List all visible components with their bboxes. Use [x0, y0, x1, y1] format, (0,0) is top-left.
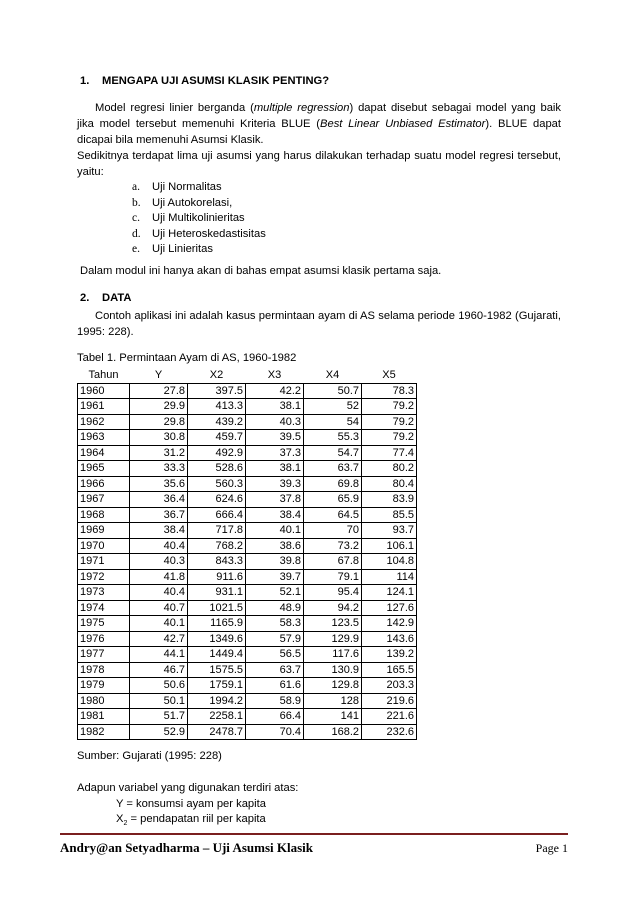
- table-cell: 38.1: [246, 399, 304, 415]
- table-cell: 1960: [78, 383, 130, 399]
- table-cell: 78.3: [362, 383, 417, 399]
- table-cell: 79.2: [362, 414, 417, 430]
- table-row: [78, 662, 417, 678]
- table-cell: 528.6: [188, 461, 246, 477]
- table-cell: 52: [304, 399, 362, 415]
- table-cell: 52.9: [130, 724, 188, 740]
- table-cell: 94.2: [304, 600, 362, 616]
- table-cell: 52.1: [246, 585, 304, 601]
- table-cell: 1967: [78, 492, 130, 508]
- p1-text-c: ). BLUE dapat dicapai bila memenuhi Asumsi Klasik.: [77, 118, 561, 146]
- table-cell: 624.6: [188, 492, 246, 508]
- table-cell: 219.6: [362, 693, 417, 709]
- table-cell: 50.1: [130, 693, 188, 709]
- table-cell: 73.2: [304, 538, 362, 554]
- table-cell: 40.4: [130, 538, 188, 554]
- table-cell: 39.8: [246, 554, 304, 570]
- section-2-title: DATA: [102, 292, 132, 304]
- section-2-number: 2.: [80, 292, 90, 304]
- table-cell: 40.4: [130, 585, 188, 601]
- section-1-number: 1.: [80, 75, 90, 87]
- table-cell: 48.9: [246, 600, 304, 616]
- table-row: [78, 616, 417, 632]
- table-cell: 83.9: [362, 492, 417, 508]
- table-cell: 54: [304, 414, 362, 430]
- var-x2-letter: X: [116, 813, 124, 825]
- header-x4: X4: [304, 368, 362, 383]
- table-cell: 1966: [78, 476, 130, 492]
- table-cell: 1962: [78, 414, 130, 430]
- table-cell: 142.9: [362, 616, 417, 632]
- section-1-paragraph-2: Sedikitnya terdapat lima uji asumsi yang harus dilakukan terhadap suatu model regresi tersebut, yaitu:: [77, 150, 561, 178]
- table-cell: 58.9: [246, 693, 304, 709]
- table-cell: 106.1: [362, 538, 417, 554]
- table-cell: 40.3: [246, 414, 304, 430]
- table-cell: 560.3: [188, 476, 246, 492]
- table-cell: 1975: [78, 616, 130, 632]
- table-cell: 39.3: [246, 476, 304, 492]
- table-cell: 38.1: [246, 461, 304, 477]
- table-cell: 843.3: [188, 554, 246, 570]
- table-cell: 1974: [78, 600, 130, 616]
- list-text: Uji Linieritas: [152, 243, 213, 255]
- table-cell: 114: [362, 569, 417, 585]
- variable-y: Y = konsumsi ayam per kapita: [116, 798, 266, 810]
- table-cell: 79.2: [362, 399, 417, 415]
- table-row: [78, 709, 417, 725]
- list-item: [132, 227, 266, 243]
- table-cell: 1964: [78, 445, 130, 461]
- table-cell: 1165.9: [188, 616, 246, 632]
- table-row: [78, 399, 417, 415]
- table-cell: 46.7: [130, 662, 188, 678]
- table-cell: 459.7: [188, 430, 246, 446]
- table-row: [78, 538, 417, 554]
- table-cell: 36.7: [130, 507, 188, 523]
- table-cell: 2258.1: [188, 709, 246, 725]
- section-1-paragraph-1: [77, 100, 561, 148]
- p1-text-b: ) dapat disebut sebagai model yang baik jika model tersebut memenuhi Kriteria BLUE (: [77, 102, 561, 130]
- table-cell: 51.7: [130, 709, 188, 725]
- table-cell: 931.1: [188, 585, 246, 601]
- table-cell: 2478.7: [188, 724, 246, 740]
- table-cell: 1981: [78, 709, 130, 725]
- table-cell: 1759.1: [188, 678, 246, 694]
- section-2-heading: [80, 292, 131, 304]
- table-cell: 123.5: [304, 616, 362, 632]
- table-row: [78, 724, 417, 740]
- table-cell: 37.3: [246, 445, 304, 461]
- table-cell: 104.8: [362, 554, 417, 570]
- table-cell: 55.3: [304, 430, 362, 446]
- table-cell: 439.2: [188, 414, 246, 430]
- table-cell: 130.9: [304, 662, 362, 678]
- list-letter: d.: [132, 227, 141, 240]
- table-cell: 124.1: [362, 585, 417, 601]
- table-cell: 1982: [78, 724, 130, 740]
- table-row: [78, 476, 417, 492]
- table-cell: 1978: [78, 662, 130, 678]
- header-x5: X5: [362, 368, 417, 383]
- section-1-title: MENGAPA UJI ASUMSI KLASIK PENTING?: [102, 75, 330, 87]
- table-cell: 33.3: [130, 461, 188, 477]
- table-caption: Tabel 1. Permintaan Ayam di AS, 1960-1982: [77, 352, 297, 364]
- table-cell: 141: [304, 709, 362, 725]
- table-cell: 29.8: [130, 414, 188, 430]
- table-cell: 129.9: [304, 631, 362, 647]
- footer-title: Andry@an Setyadharma – Uji Asumsi Klasik: [60, 840, 313, 855]
- list-text: Uji Normalitas: [152, 181, 222, 193]
- table-cell: 232.6: [362, 724, 417, 740]
- table-cell: 50.6: [130, 678, 188, 694]
- table-cell: 1977: [78, 647, 130, 663]
- table-cell: 54.7: [304, 445, 362, 461]
- table-cell: 717.8: [188, 523, 246, 539]
- table-cell: 37.8: [246, 492, 304, 508]
- table-cell: 79.2: [362, 430, 417, 446]
- table-cell: 1970: [78, 538, 130, 554]
- table-row: [78, 678, 417, 694]
- p1-emphasis-2: Best Linear Unbiased Estimator: [320, 118, 486, 130]
- table-cell: 27.8: [130, 383, 188, 399]
- table-cell: 129.8: [304, 678, 362, 694]
- page-number: Page 1: [535, 841, 568, 855]
- table-row: [78, 461, 417, 477]
- table-cell: 139.2: [362, 647, 417, 663]
- table-cell: 1973: [78, 585, 130, 601]
- table-row: [78, 430, 417, 446]
- assumption-list: [132, 180, 266, 258]
- table-header-row: [78, 368, 417, 383]
- table-cell: 203.3: [362, 678, 417, 694]
- table-cell: 42.7: [130, 631, 188, 647]
- table-cell: 1969: [78, 523, 130, 539]
- list-item: [132, 242, 266, 258]
- table-row: [78, 523, 417, 539]
- table-cell: 1968: [78, 507, 130, 523]
- table-cell: 42.2: [246, 383, 304, 399]
- table-cell: 85.5: [362, 507, 417, 523]
- table-cell: 1575.5: [188, 662, 246, 678]
- table-row: [78, 414, 417, 430]
- table-cell: 492.9: [188, 445, 246, 461]
- table-cell: 1994.2: [188, 693, 246, 709]
- table-cell: 127.6: [362, 600, 417, 616]
- table-cell: 80.4: [362, 476, 417, 492]
- table-cell: 36.4: [130, 492, 188, 508]
- table-cell: 1972: [78, 569, 130, 585]
- variable-x2: [116, 813, 266, 827]
- table-cell: 57.9: [246, 631, 304, 647]
- table-cell: 1961: [78, 399, 130, 415]
- table-cell: 38.4: [130, 523, 188, 539]
- demand-table: [77, 368, 417, 740]
- table-cell: 77.4: [362, 445, 417, 461]
- list-text: Uji Heteroskedastisitas: [152, 227, 266, 240]
- table-cell: 768.2: [188, 538, 246, 554]
- table-cell: 397.5: [188, 383, 246, 399]
- table-row: [78, 600, 417, 616]
- list-letter: c.: [132, 212, 140, 224]
- table-cell: 50.7: [304, 383, 362, 399]
- list-letter: a.: [132, 181, 140, 193]
- list-item: [132, 180, 266, 196]
- table-cell: 1021.5: [188, 600, 246, 616]
- table-cell: 117.6: [304, 647, 362, 663]
- table-source: Sumber: Gujarati (1995: 228): [77, 750, 222, 762]
- list-letter: e.: [132, 243, 140, 255]
- list-text: Uji Multikolinieritas: [152, 212, 245, 224]
- p1-text-a: Model regresi linier berganda (: [95, 102, 254, 114]
- table-row: [78, 445, 417, 461]
- table-cell: 1965: [78, 461, 130, 477]
- table-cell: 40.1: [130, 616, 188, 632]
- footer-rule: [60, 833, 568, 835]
- table-row: [78, 554, 417, 570]
- list-letter: b.: [132, 196, 141, 209]
- p1-emphasis-1: multiple regression: [253, 102, 350, 114]
- table-cell: 911.6: [188, 569, 246, 585]
- list-text: Uji Autokorelasi,: [152, 196, 233, 209]
- table-cell: 39.5: [246, 430, 304, 446]
- table-cell: 70: [304, 523, 362, 539]
- table-cell: 666.4: [188, 507, 246, 523]
- table-row: [78, 693, 417, 709]
- table-cell: 1963: [78, 430, 130, 446]
- table-cell: 1349.6: [188, 631, 246, 647]
- table-cell: 221.6: [362, 709, 417, 725]
- table-cell: 29.9: [130, 399, 188, 415]
- table-cell: 413.3: [188, 399, 246, 415]
- section-1-heading: [80, 75, 329, 87]
- header-tahun: Tahun: [78, 368, 130, 383]
- table-row: [78, 647, 417, 663]
- table-cell: 143.6: [362, 631, 417, 647]
- table-cell: 39.7: [246, 569, 304, 585]
- table-cell: 95.4: [304, 585, 362, 601]
- table-row: [78, 507, 417, 523]
- table-cell: 165.5: [362, 662, 417, 678]
- table-cell: 63.7: [246, 662, 304, 678]
- table-row: [78, 585, 417, 601]
- var-x2-subscript: 2: [123, 820, 128, 828]
- table-cell: 38.6: [246, 538, 304, 554]
- list-item: [132, 196, 266, 212]
- table-cell: 30.8: [130, 430, 188, 446]
- variables-intro: Adapun variabel yang digunakan terdiri atas:: [77, 782, 299, 794]
- table-cell: 44.1: [130, 647, 188, 663]
- table-cell: 31.2: [130, 445, 188, 461]
- list-item: [132, 211, 266, 227]
- table-cell: 56.5: [246, 647, 304, 663]
- table-row: [78, 631, 417, 647]
- section-1-paragraph-3: Dalam modul ini hanya akan di bahas empat asumsi klasik pertama saja.: [80, 265, 442, 277]
- table-row: [78, 383, 417, 399]
- section-2-paragraph: Contoh aplikasi ini adalah kasus permintaan ayam di AS selama periode 1960-1982 (Gujarati, 1995: 228).: [77, 310, 561, 338]
- table-cell: 40.3: [130, 554, 188, 570]
- table-cell: 64.5: [304, 507, 362, 523]
- table-cell: 40.7: [130, 600, 188, 616]
- table-cell: 61.6: [246, 678, 304, 694]
- table-cell: 1976: [78, 631, 130, 647]
- table-cell: 65.9: [304, 492, 362, 508]
- table-cell: 1980: [78, 693, 130, 709]
- table-cell: 168.2: [304, 724, 362, 740]
- header-y: Y: [130, 368, 188, 383]
- table-cell: 40.1: [246, 523, 304, 539]
- var-x2-text: = pendapatan riil per kapita: [127, 813, 266, 825]
- table-cell: 1971: [78, 554, 130, 570]
- header-x3: X3: [246, 368, 304, 383]
- table-cell: 80.2: [362, 461, 417, 477]
- table-cell: 63.7: [304, 461, 362, 477]
- table-cell: 79.1: [304, 569, 362, 585]
- table-cell: 67.8: [304, 554, 362, 570]
- table-cell: 93.7: [362, 523, 417, 539]
- table-cell: 35.6: [130, 476, 188, 492]
- header-x2: X2: [188, 368, 246, 383]
- table-row: [78, 569, 417, 585]
- table-cell: 58.3: [246, 616, 304, 632]
- table-cell: 66.4: [246, 709, 304, 725]
- table-cell: 38.4: [246, 507, 304, 523]
- table-cell: 1449.4: [188, 647, 246, 663]
- table-cell: 69.8: [304, 476, 362, 492]
- table-cell: 70.4: [246, 724, 304, 740]
- table-row: [78, 492, 417, 508]
- table-cell: 41.8: [130, 569, 188, 585]
- table-cell: 1979: [78, 678, 130, 694]
- table-cell: 128: [304, 693, 362, 709]
